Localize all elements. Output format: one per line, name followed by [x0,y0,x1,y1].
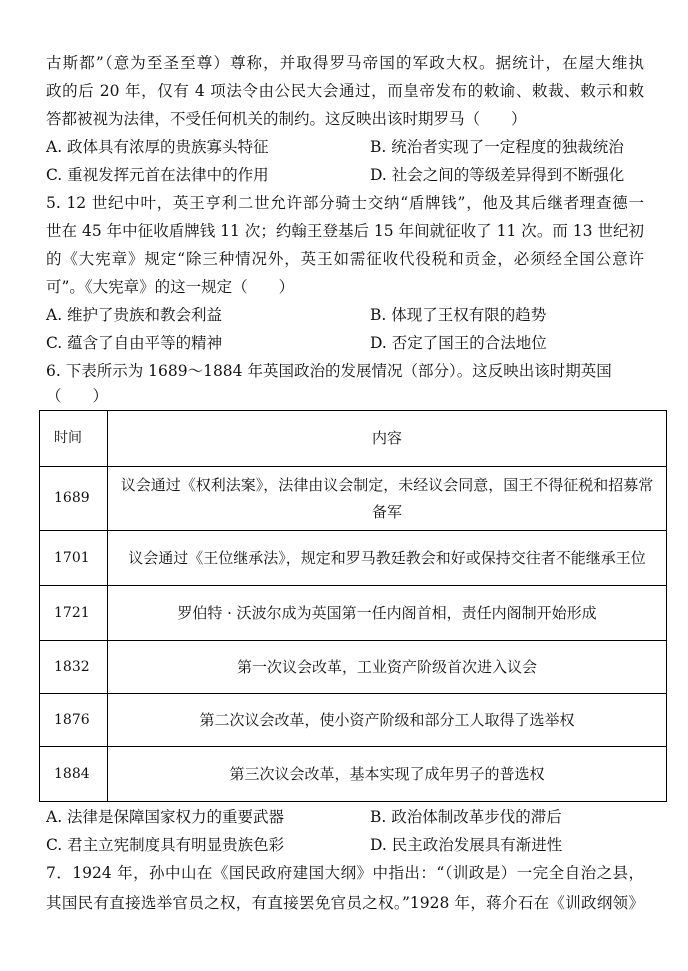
table-row [40,641,667,694]
table-row [40,531,667,586]
row-content: 第一次议会改革，工业资产阶级首次进入议会 [108,641,667,694]
table-row [40,586,667,641]
q6-line-2: （ ） [46,387,109,405]
row-year: 1876 [40,694,108,747]
q6-option-a: A. 法律是保障国家权力的重要武器 [46,808,285,826]
row-content: 议会通过《王位继承法》，规定和罗马教廷教会和好或保持交往者不能继承王位 [108,531,667,586]
intro-line-3: 答都被视为法律，不受任何机关的制约。这反映出该时期罗马（ ） [46,110,527,128]
q4-option-a: A. 政体具有浓厚的贵族寡头特征 [46,138,269,156]
row-year: 1701 [40,531,108,586]
table-row [40,747,667,802]
intro-line-2: 政的后 20 年，仅有 4 项法令由公民大会通过，而皇帝发布的敕谕、敕裁、敕示和敕 [46,82,644,100]
table-row [40,467,667,531]
row-content: 罗伯特 · 沃波尔成为英国第一任内阁首相，责任内阁制开始形成 [108,586,667,641]
row-year: 1721 [40,586,108,641]
q5-option-c: C. 蕴含了自由平等的精神 [46,334,223,352]
events-table [39,410,667,802]
q4-option-b: B. 统治者实现了一定程度的独裁统治 [370,138,624,156]
q5-option-a: A. 维护了贵族和教会利益 [46,306,223,324]
header-year: 时间 [40,411,108,467]
q4-option-d: D. 社会之间的等级差异得到不断强化 [370,166,625,184]
q6-line-1: 6. 下表所示为 1689～1884 年英国政治的发展情况（部分）。这反映出该时期英国 [46,362,612,380]
row-content: 议会通过《权利法案》，法律由议会制定，未经议会同意，国王不得征税和招募常备军 [108,467,667,531]
q5-line-3: 的《大宪章》规定“除三种情况外，英王如需征收代役税和贡金，必须经全国公意许 [46,250,644,268]
q5-line-2: 世在 45 年中征收盾牌钱 11 次；约翰王登基后 15 年间就征收了 11 次。而 13 世纪初 [46,222,644,240]
row-content: 第二次议会改革，使小资产阶级和部分工人取得了选举权 [108,694,667,747]
q7-line-1: 7．1924 年，孙中山在《国民政府建国大纲》中指出：“（训政是）一完全自治之县， [46,864,644,882]
q4-option-c: C. 重视发挥元首在法律中的作用 [46,166,269,184]
row-year: 1884 [40,747,108,802]
q5-line-4: 可”。《大宪章》的这一规定（ ） [46,278,295,296]
q6-option-d: D. 民主政治发展具有渐进性 [370,836,563,854]
q5-option-b: B. 体现了王权有限的趋势 [370,306,547,324]
row-content: 第三次议会改革，基本实现了成年男子的普选权 [108,747,667,802]
row-year: 1689 [40,467,108,531]
q6-option-b: B. 政治体制改革步伐的滞后 [370,808,562,826]
intro-line-1: 古斯都”（意为至圣至尊）尊称，并取得罗马帝国的军政大权。据统计，在屋大维执 [46,54,644,72]
table-header-row [40,411,667,467]
header-content: 内容 [108,411,667,467]
q5-line-1: 5. 12 世纪中叶，英王亨利二世允许部分骑士交纳“盾牌钱”，他及其后继者理查德一 [46,194,644,212]
q6-option-c: C. 君主立宪制度具有明显贵族色彩 [46,836,285,854]
row-year: 1832 [40,641,108,694]
table-row [40,694,667,747]
q7-line-2: 其国民有直接选举官员之权，有直接罢免官员之权。”1928 年，蒋介石在《训政纲领》 [46,894,644,912]
q5-option-d: D. 否定了国王的合法地位 [370,334,547,352]
